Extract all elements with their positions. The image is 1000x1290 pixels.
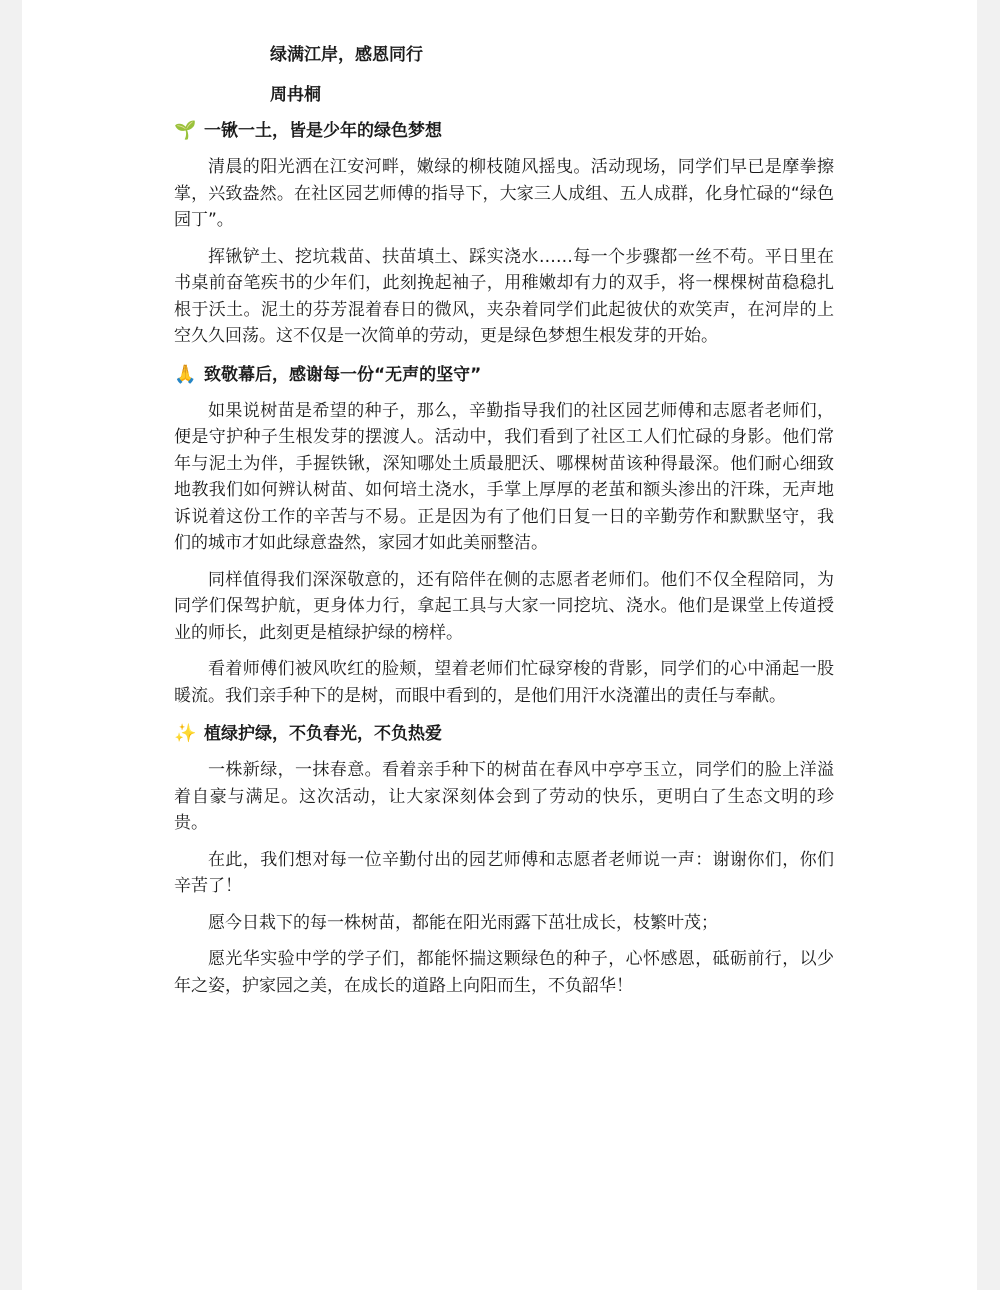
paragraph: 挥锹铲土、挖坑栽苗、扶苗填土、踩实浇水……每一个步骤都一丝不苟。平日里在书桌前奋笔疾书的少年们，此刻挽起袖子，用稚嫩却有力的双手，将一棵棵树苗稳稳扎根于沃土。泥土的芬芳混着春日的微风，夹杂着同学们此起彼伏的欢笑声，在河岸的上空久久回荡。这不仅是一次简单的劳动，更是绿色梦想生根发芽的开始。: [174, 246, 834, 346]
section-2: [174, 360, 834, 710]
section-heading-text: 植绿护绿，不负春光，不负热爱: [204, 724, 442, 744]
section-heading-text: 一锹一土，皆是少年的绿色梦想: [204, 121, 442, 141]
paragraph: 同样值得我们深深敬意的，还有陪伴在侧的志愿者老师们。他们不仅全程陪同，为同学们保驾护航，更身体力行，拿起工具与大家一同挖坑、浇水。他们是课堂上传道授业的师长，此刻更是植绿护绿的榜样。: [174, 569, 834, 643]
paragraph: 愿光华实验中学的学子们，都能怀揣这颗绿色的种子，心怀感恩，砥砺前行，以少年之姿，护家园之美，在成长的道路上向阳而生，不负韶华！: [174, 949, 834, 996]
praying-hands-icon: 🙏: [174, 363, 197, 385]
section-3: [174, 719, 834, 999]
article: [174, 40, 834, 1009]
section-heading: [174, 719, 834, 749]
section-heading-text: 致敬幕后，感谢每一份“无声的坚守”: [204, 364, 482, 385]
paragraph: 看着师傅们被风吹红的脸颊，望着老师们忙碌穿梭的背影，同学们的心中涌起一股暖流。我们亲手种下的是树，而眼中看到的，是他们用汗水浇灌出的责任与奉献。: [174, 659, 834, 706]
section-heading: [174, 360, 834, 390]
paragraph: 如果说树苗是希望的种子，那么，辛勤指导我们的社区园艺师傅和志愿者老师们，便是守护种子生根发芽的摆渡人。活动中，我们看到了社区工人们忙碌的身影。他们常年与泥土为伴，手握铁锹，深知哪处土质最肥沃、哪棵树苗该种得最深。他们耐心细致地教我们如何辨认树苗、如何培土浇水，手掌上厚厚的老茧和额头渗出的汗珠，无声地诉说着这份工作的辛苦与不易。正是因为有了他们日复一日的辛勤劳作和默默坚守，我们的城市才如此绿意盎然，家园才如此美丽整洁。: [174, 400, 834, 553]
paragraph: 清晨的阳光洒在江安河畔，嫩绿的柳枝随风摇曳。活动现场，同学们早已是摩拳擦掌，兴致盎然。在社区园艺师傅的指导下，大家三人成组、五人成群，化身忙碌的“绿色园丁”。: [174, 157, 834, 230]
article-author: 周冉桐: [270, 85, 321, 105]
paragraph: 愿今日栽下的每一株树苗，都能在阳光雨露下茁壮成长，枝繁叶茂；: [208, 912, 718, 933]
document-page: [22, 0, 977, 1290]
sparkles-icon: ✨: [174, 723, 197, 744]
section-heading: [174, 116, 834, 146]
article-title: 绿满江岸，感恩同行: [270, 45, 423, 65]
seedling-icon: 🌱: [174, 120, 197, 141]
section-1: [174, 116, 834, 350]
paragraph: 一株新绿，一抹春意。看着亲手种下的树苗在春风中亭亭玉立，同学们的脸上洋溢着自豪与满足。这次活动，让大家深刻体会到了劳动的快乐，更明白了生态文明的珍贵。: [174, 760, 834, 833]
paragraph: 在此，我们想对每一位辛勤付出的园艺师傅和志愿者老师说一声：谢谢你们，你们辛苦了！: [174, 849, 834, 896]
